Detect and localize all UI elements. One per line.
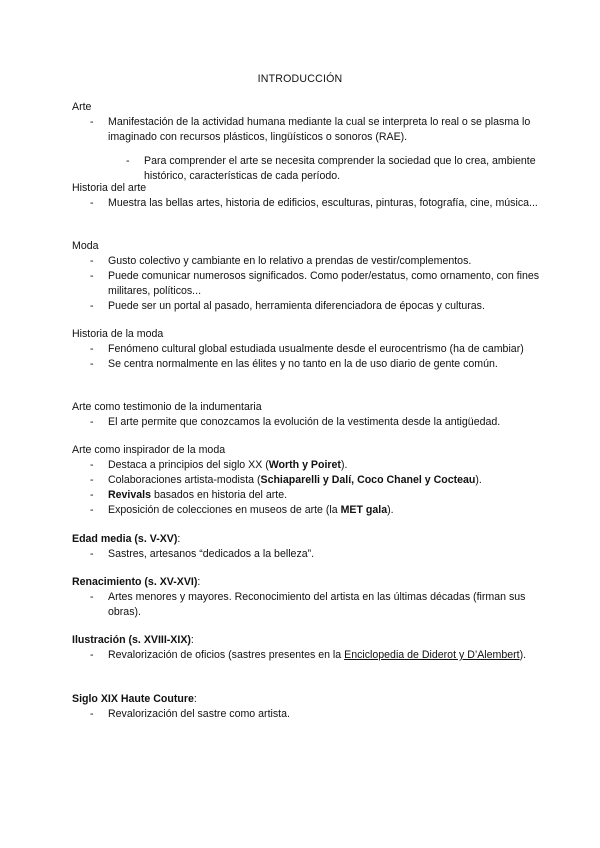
section-testimonio [72,400,542,430]
section-historia-moda [72,327,542,372]
section-edad-media [72,532,542,562]
section-inspirador [72,443,542,518]
section-heading-inspirador: Arte como inspirador de la moda [72,444,226,456]
section-heading-testimonio: Arte como testimonio de la indumentaria [72,401,262,413]
list-item: - Se centra normalmente en las élites y no tanto en la de uso diario de gente común. [90,358,498,370]
section-renacimiento [72,575,542,620]
section-heading-edad-media: Edad media (s. V-XV): [72,533,181,545]
list-item: - Revalorización de oficios (sastres presentes en la Enciclopedia de Diderot y D’Alembert). [90,649,527,661]
list-item: - Sastres, artesanos “dedicados a la belleza”. [90,548,315,560]
list-item: - Colaboraciones artista-modista (Schiaparelli y Dalí, Coco Chanel y Cocteau). [90,474,482,486]
list-item: - Muestra las bellas artes, historia de edificios, esculturas, pinturas, fotografía, cine, música... [90,197,538,209]
section-heading-ilustracion: Ilustración (s. XVIII-XIX): [72,634,194,646]
section-siglo-xix [72,692,542,722]
section-ilustracion [72,633,542,663]
sub-list-item: - Para comprender el arte se necesita comprender la sociedad que lo crea, ambiente histórico, características de cada período. [126,155,536,182]
section-heading-renacimiento: Renacimiento (s. XV-XVI): [72,576,201,588]
list-item: - Exposición de colecciones en museos de arte (la MET gala). [90,504,394,516]
list-item: - Fenómeno cultural global estudiada usualmente desde el eurocentrismo (ha de cambiar) [90,343,524,355]
section-heading-arte: Arte [72,101,92,113]
list-item: - Manifestación de la actividad humana mediante la cual se interpreta lo real o se plasma lo imaginado con recursos plásticos, lingüísticos o sonoros (RAE). [90,116,531,143]
section-heading-historia-arte: Historia del arte [72,182,147,194]
list-item: - Revalorización del sastre como artista. [90,708,290,720]
section-arte [72,100,542,184]
list-item: - Destaca a principios del siglo XX (Worth y Poiret). [90,459,348,471]
section-heading-historia-moda: Historia de la moda [72,328,164,340]
page-title: INTRODUCCIÓN [257,73,343,85]
list-item: - Artes menores y mayores. Reconocimiento del artista en las últimas décadas (firman sus obras). [90,591,526,618]
section-historia-arte [72,181,542,211]
section-moda [72,239,542,314]
section-heading-moda: Moda [72,240,99,252]
list-item: - Puede comunicar numerosos significados. Como poder/estatus, como ornamento, con fines militares, políticos... [90,270,540,297]
list-item: - Revivals basados en historia del arte. [90,489,288,501]
enciclopedia-reference: Enciclopedia de Diderot y D’Alembert [344,649,520,661]
list-item: - Gusto colectivo y cambiante en lo relativo a prendas de vestir/complementos. [90,255,472,267]
section-heading-siglo-xix: Siglo XIX Haute Couture: [72,693,197,705]
list-item: - El arte permite que conozcamos la evolución de la vestimenta desde la antigüedad. [90,416,501,428]
list-item: - Puede ser un portal al pasado, herramienta diferenciadora de épocas y culturas. [90,300,485,312]
